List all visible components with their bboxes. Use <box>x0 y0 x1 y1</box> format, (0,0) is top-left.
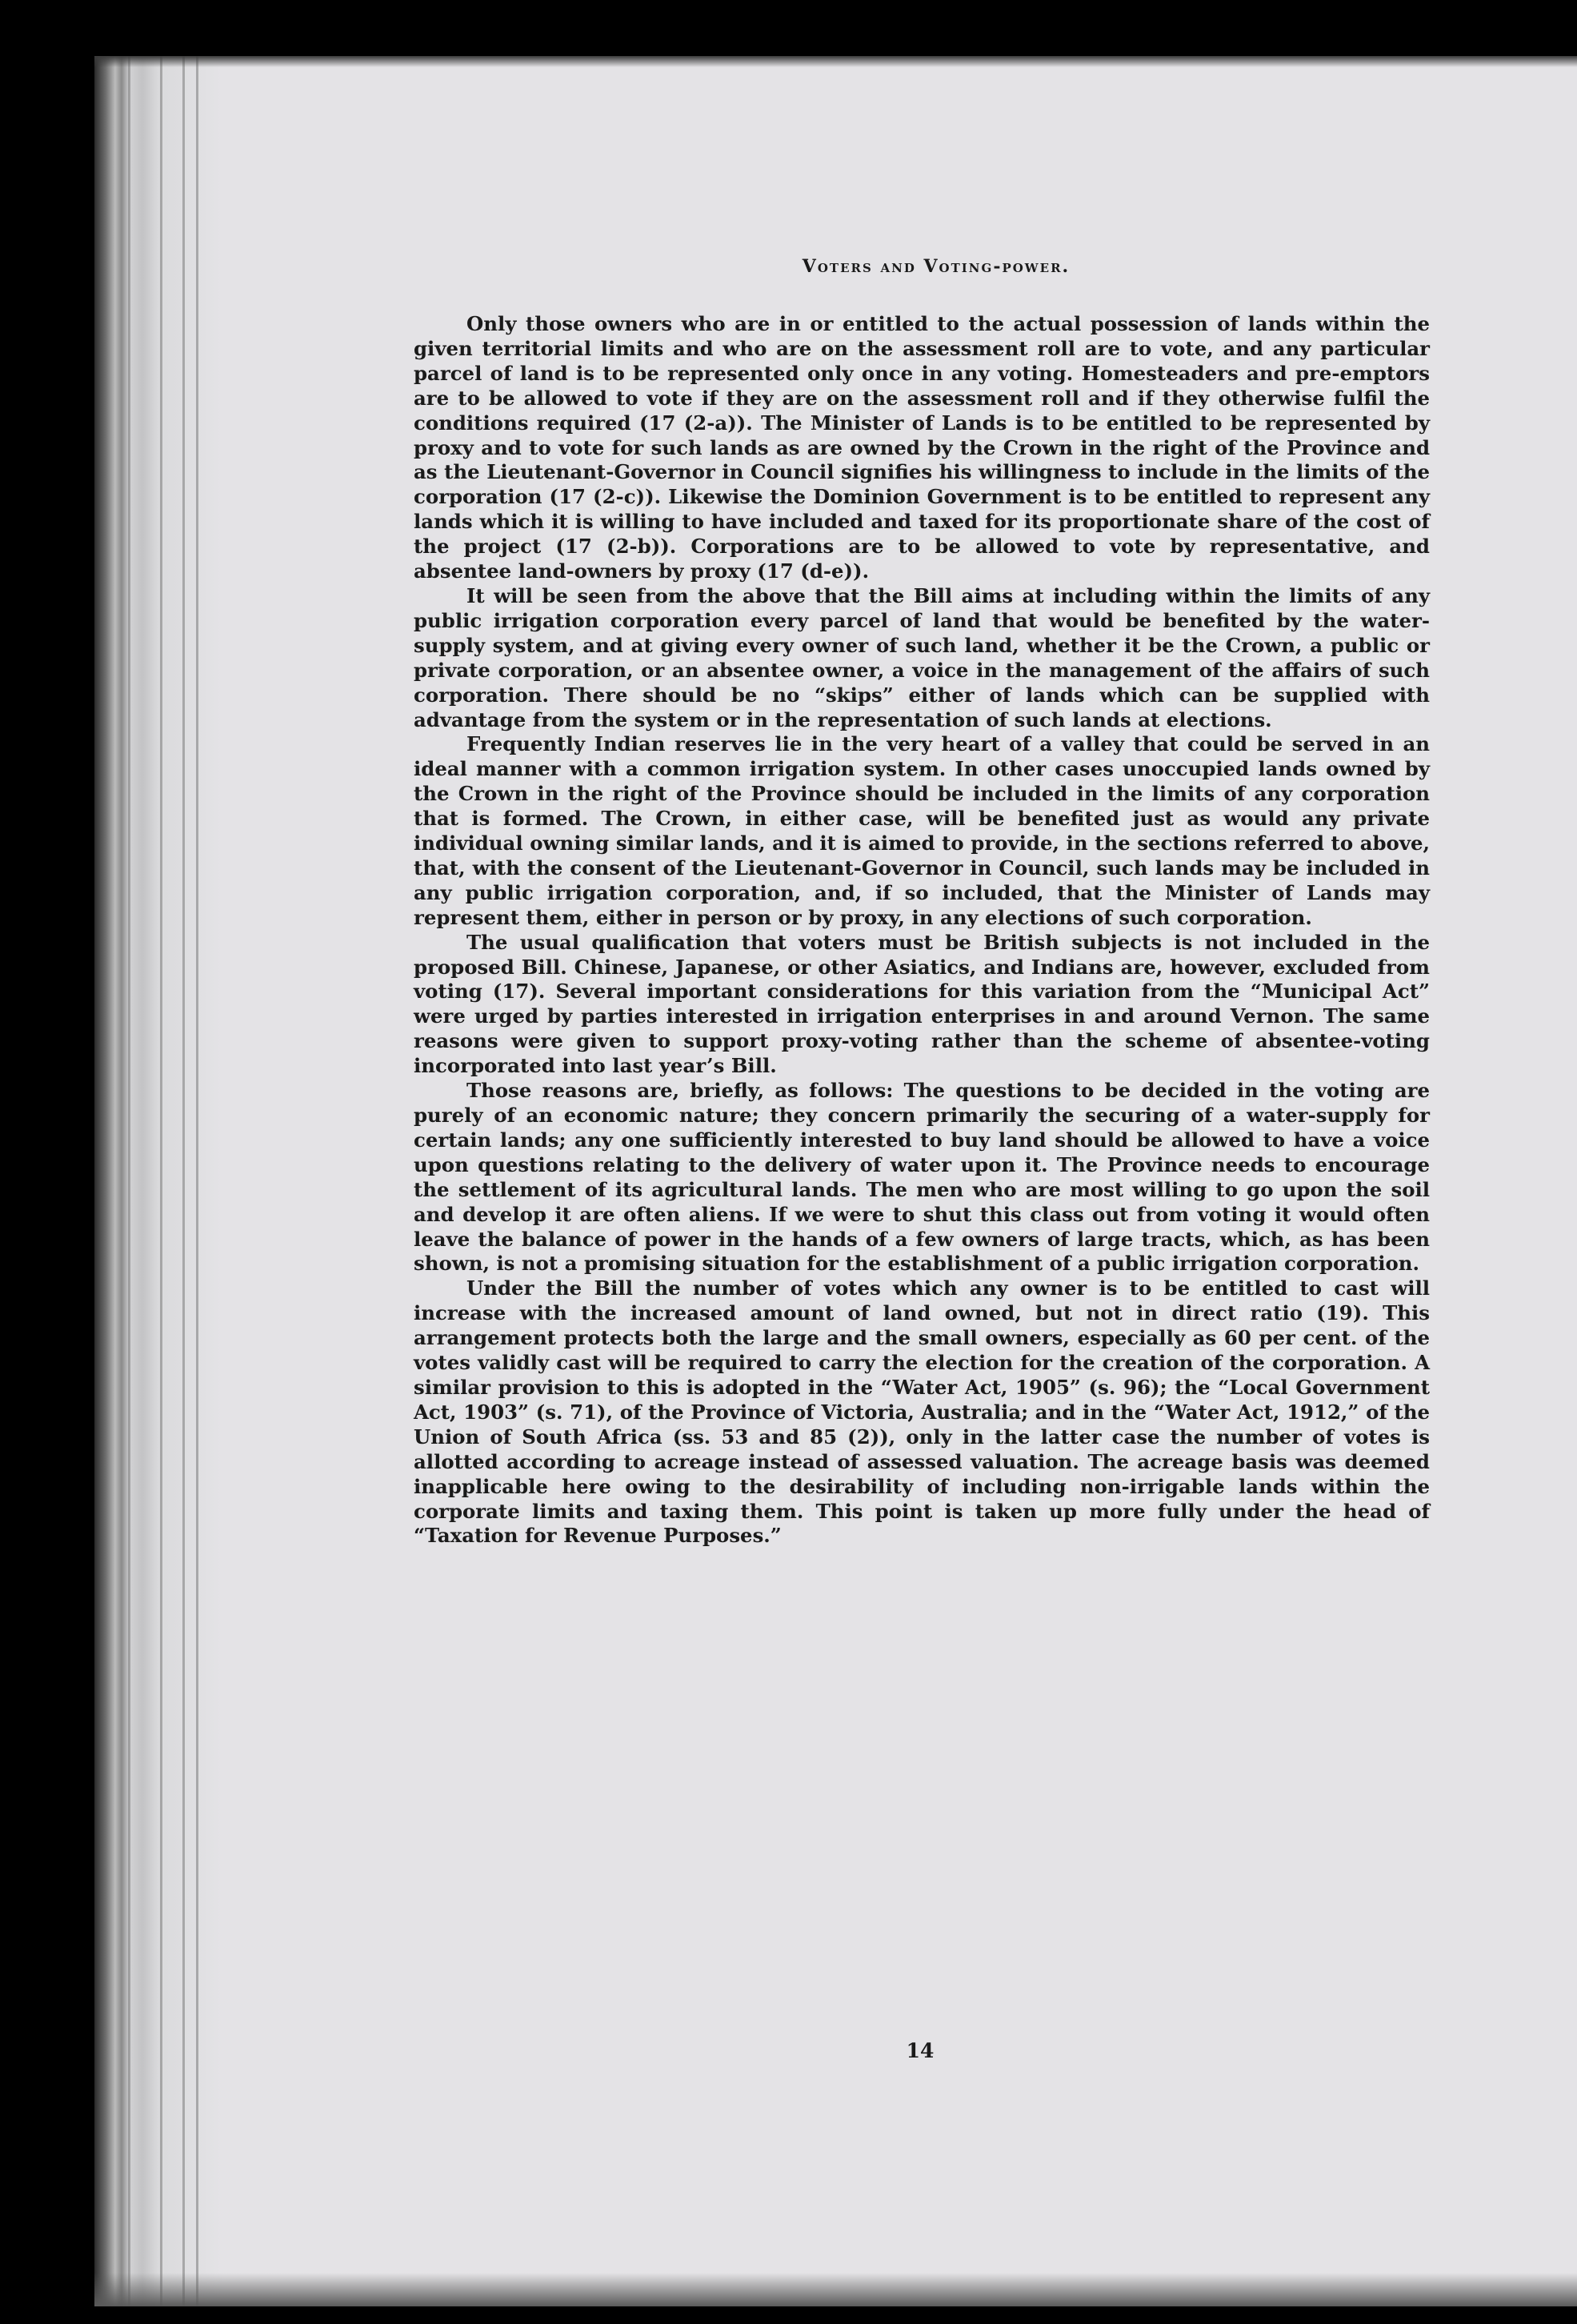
binding-line <box>182 56 185 2306</box>
binding-line <box>160 56 162 2306</box>
book-binding-edge <box>94 56 222 2306</box>
body-text <box>414 312 1430 1549</box>
paragraph: The usual qualification that voters must be British subjects is not included in the proposed Bill. Chinese, Japanese, or other Asiatics, and Indians are, however, excluded from voting (17). Several important considerations for this variation from the “Municipal Act” were urged by parties interested in irrigation enterprises in and around Vernon. The same reasons were given to support proxy-voting rather than the scheme of absentee-voting incorporated into last year’s Bill. <box>414 930 1430 1078</box>
page-number: 14 <box>906 2039 935 2062</box>
binding-line <box>196 56 198 2306</box>
paragraph: Those reasons are, briefly, as follows: The questions to be decided in the voting are purely of an economic nature; they concern primarily the securing of a water-supply for certain lands; any one sufficiently interested to buy land should be allowed to have a voice upon questions relating to the delivery of water upon it. The Province needs to encourage the settlement of its agricultural lands. The men who are most willing to go upon the soil and develop it are often aliens. If we were to shut this class out from voting it would often leave the balance of power in the hands of a few owners of large tracts, which, as has been shown, is not a promising situation for the establishment of a public irrigation corporation. <box>414 1079 1430 1276</box>
running-head: Voters and Voting-power. <box>802 256 1071 277</box>
binding-line <box>128 56 130 2306</box>
paragraph: Under the Bill the number of votes which any owner is to be entitled to cast will increase with the increased amount of land owned, but not in direct ratio (19). This arrangement protects both the large and the small owners, especially as 60 per cent. of the votes validly cast will be required to carry the election for the creation of the corporation. A similar provision to this is adopted in the “Water Act, 1905” (s. 96); the “Local Government Act, 1903” (s. 71), of the Province of Victoria, Australia; and in the “Water Act, 1912,” of the Union of South Africa (ss. 53 and 85 (2)), only in the latter case the number of votes is allotted according to acreage instead of assessed valuation. The acreage basis was deemed inapplicable here owing to the desirability of including non-irrigable lands within the corporate limits and taxing them. This point is taken up more fully under the head of “Taxation for Revenue Purposes.” <box>414 1276 1430 1548</box>
paragraph: It will be seen from the above that the Bill aims at including within the limits of any public irrigation corporation every parcel of land that would be benefited by the water-supply system, and at giving every owner of such land, whether it be the Crown, a public or private corporation, or an absentee owner, a voice in the management of the affairs of such corporation. There should be no “skips” either of lands which can be supplied with advantage from the system or in the representation of such lands at elections. <box>414 583 1430 731</box>
paragraph: Frequently Indian reserves lie in the very heart of a valley that could be served in an ideal manner with a common irrigation system. In other cases unoccupied lands owned by the Crown in the right of the Province should be included in the limits of any corporation that is formed. The Crown, in either case, will be benefited just as would any private individual owning similar lands, and it is aimed to provide, in the sections referred to above, that, with the consent of the Lieutenant-Governor in Council, such lands may be included in any public irrigation corporation, and, if so included, that the Minister of Lands may represent them, either in person or by proxy, in any elections of such corporation. <box>414 732 1430 929</box>
top-shadow <box>94 56 1577 67</box>
bottom-shadow <box>94 2273 1577 2306</box>
paragraph: Only those owners who are in or entitled to the actual possession of lands within the given territorial limits and who are on the assessment roll are to vote, and any particular parcel of land is to be represented only once in any voting. Homesteaders and pre-emptors are to be allowed to vote if they are on the assessment roll and if they otherwise fulfil the conditions required (17 (2-a)). The Minister of Lands is to be entitled to be represented by proxy and to vote for such lands as are owned by the Crown in the right of the Province and as the Lieutenant-Governor in Council signifies his willingness to include in the limits of the corporation (17 (2-c)). Likewise the Dominion Government is to be entitled to represent any lands which it is willing to have included and taxed for its proportionate share of the cost of the project (17 (2-b)). Corporations are to be allowed to vote by representative, and absentee land-owners by proxy (17 (d-e)). <box>414 312 1430 583</box>
